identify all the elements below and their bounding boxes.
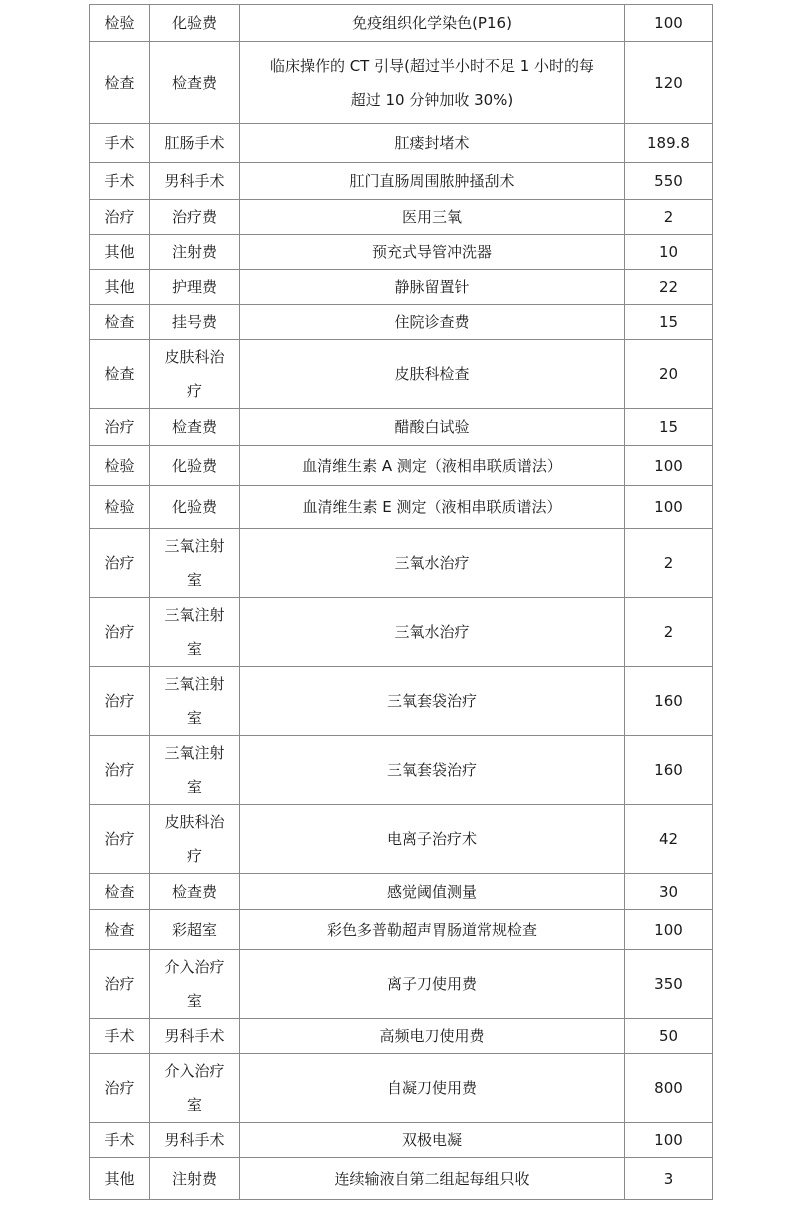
category-cell: 治疗 bbox=[90, 529, 150, 598]
price-cell: 350 bbox=[625, 950, 713, 1019]
category-cell: 手术 bbox=[90, 124, 150, 163]
table-row bbox=[90, 340, 713, 409]
item-cell: 双极电凝 bbox=[240, 1123, 625, 1158]
price-cell: 2 bbox=[625, 200, 713, 235]
item-cell: 三氧套袋治疗 bbox=[240, 667, 625, 736]
department-cell bbox=[150, 805, 240, 874]
category-cell: 检查 bbox=[90, 874, 150, 910]
department-line: 疗 bbox=[186, 382, 202, 400]
department-cell: 肛肠手术 bbox=[150, 124, 240, 163]
department-cell: 男科手术 bbox=[150, 163, 240, 200]
department-line: 三氧注射 bbox=[164, 744, 225, 762]
table-row bbox=[90, 805, 713, 874]
department-cell bbox=[150, 950, 240, 1019]
table-row bbox=[90, 736, 713, 805]
department-cell: 注射费 bbox=[150, 1158, 240, 1200]
item-cell: 自凝刀使用费 bbox=[240, 1054, 625, 1123]
price-cell: 50 bbox=[625, 1019, 713, 1054]
department-cell: 治疗费 bbox=[150, 200, 240, 235]
item-cell: 预充式导管冲洗器 bbox=[240, 235, 625, 270]
item-cell: 免疫组织化学染色(P16) bbox=[240, 5, 625, 42]
item-cell: 医用三氧 bbox=[240, 200, 625, 235]
category-cell: 治疗 bbox=[90, 950, 150, 1019]
department-cell bbox=[150, 667, 240, 736]
price-cell: 15 bbox=[625, 305, 713, 340]
table-row bbox=[90, 42, 713, 124]
table-row bbox=[90, 598, 713, 667]
table-row bbox=[90, 910, 713, 950]
table-row bbox=[90, 950, 713, 1019]
department-cell: 注射费 bbox=[150, 235, 240, 270]
department-line: 皮肤科治 bbox=[164, 348, 225, 366]
item-cell: 连续输液自第二组起每组只收 bbox=[240, 1158, 625, 1200]
department-cell bbox=[150, 736, 240, 805]
department-cell bbox=[150, 598, 240, 667]
category-cell: 检验 bbox=[90, 5, 150, 42]
department-line: 室 bbox=[186, 992, 202, 1010]
table-row bbox=[90, 529, 713, 598]
table-row bbox=[90, 486, 713, 529]
category-cell: 治疗 bbox=[90, 667, 150, 736]
item-cell: 三氧水治疗 bbox=[240, 598, 625, 667]
table-row bbox=[90, 667, 713, 736]
category-cell: 检验 bbox=[90, 446, 150, 486]
item-cell: 彩色多普勒超声胃肠道常规检查 bbox=[240, 910, 625, 950]
price-cell: 42 bbox=[625, 805, 713, 874]
price-cell: 160 bbox=[625, 667, 713, 736]
category-cell: 其他 bbox=[90, 235, 150, 270]
department-line: 室 bbox=[186, 778, 202, 796]
department-cell: 男科手术 bbox=[150, 1123, 240, 1158]
department-line: 三氧注射 bbox=[164, 675, 225, 693]
department-cell: 彩超室 bbox=[150, 910, 240, 950]
price-cell: 15 bbox=[625, 409, 713, 446]
price-cell: 20 bbox=[625, 340, 713, 409]
price-cell: 22 bbox=[625, 270, 713, 305]
department-cell: 化验费 bbox=[150, 5, 240, 42]
table-row bbox=[90, 1123, 713, 1158]
category-cell: 检查 bbox=[90, 305, 150, 340]
category-cell: 治疗 bbox=[90, 598, 150, 667]
price-cell: 30 bbox=[625, 874, 713, 910]
category-cell: 治疗 bbox=[90, 409, 150, 446]
department-line: 皮肤科治 bbox=[164, 813, 225, 831]
department-cell: 检查费 bbox=[150, 409, 240, 446]
department-line: 疗 bbox=[186, 847, 202, 865]
category-cell: 治疗 bbox=[90, 1054, 150, 1123]
department-line: 室 bbox=[186, 571, 202, 589]
category-cell: 治疗 bbox=[90, 736, 150, 805]
price-cell: 550 bbox=[625, 163, 713, 200]
item-cell: 感觉阈值测量 bbox=[240, 874, 625, 910]
category-cell: 治疗 bbox=[90, 805, 150, 874]
department-cell bbox=[150, 1054, 240, 1123]
price-cell: 2 bbox=[625, 529, 713, 598]
category-cell: 手术 bbox=[90, 163, 150, 200]
price-cell: 100 bbox=[625, 910, 713, 950]
item-cell: 三氧水治疗 bbox=[240, 529, 625, 598]
department-cell: 男科手术 bbox=[150, 1019, 240, 1054]
category-cell: 检验 bbox=[90, 486, 150, 529]
item-cell: 静脉留置针 bbox=[240, 270, 625, 305]
item-line: 超过 10 分钟加收 30%) bbox=[350, 90, 514, 109]
department-cell bbox=[150, 340, 240, 409]
item-cell: 三氧套袋治疗 bbox=[240, 736, 625, 805]
fee-table bbox=[89, 4, 713, 1200]
table-row bbox=[90, 270, 713, 305]
category-cell: 其他 bbox=[90, 1158, 150, 1200]
price-cell: 10 bbox=[625, 235, 713, 270]
department-cell bbox=[150, 529, 240, 598]
price-cell: 189.8 bbox=[625, 124, 713, 163]
price-cell: 160 bbox=[625, 736, 713, 805]
category-cell: 治疗 bbox=[90, 200, 150, 235]
department-cell: 检查费 bbox=[150, 874, 240, 910]
item-cell: 离子刀使用费 bbox=[240, 950, 625, 1019]
table-row bbox=[90, 1158, 713, 1200]
price-cell: 100 bbox=[625, 5, 713, 42]
item-line: 临床操作的 CT 引导(超过半小时不足 1 小时的每 bbox=[269, 56, 595, 75]
category-cell: 手术 bbox=[90, 1019, 150, 1054]
price-cell: 100 bbox=[625, 1123, 713, 1158]
category-cell: 检查 bbox=[90, 42, 150, 124]
category-cell: 其他 bbox=[90, 270, 150, 305]
item-cell: 皮肤科检查 bbox=[240, 340, 625, 409]
table-row bbox=[90, 200, 713, 235]
fee-table-body bbox=[90, 5, 713, 1200]
item-cell: 醋酸白试验 bbox=[240, 409, 625, 446]
table-row bbox=[90, 305, 713, 340]
table-row bbox=[90, 5, 713, 42]
category-cell: 手术 bbox=[90, 1123, 150, 1158]
department-line: 室 bbox=[186, 640, 202, 658]
department-cell: 化验费 bbox=[150, 446, 240, 486]
category-cell: 检查 bbox=[90, 910, 150, 950]
item-cell: 住院诊查费 bbox=[240, 305, 625, 340]
department-line: 室 bbox=[186, 709, 202, 727]
item-cell: 血清维生素 E 测定（液相串联质谱法） bbox=[240, 486, 625, 529]
price-cell: 800 bbox=[625, 1054, 713, 1123]
department-cell: 化验费 bbox=[150, 486, 240, 529]
price-cell: 100 bbox=[625, 486, 713, 529]
item-cell: 肛门直肠周围脓肿搔刮术 bbox=[240, 163, 625, 200]
item-cell: 高频电刀使用费 bbox=[240, 1019, 625, 1054]
item-cell: 电离子治疗术 bbox=[240, 805, 625, 874]
department-line: 三氧注射 bbox=[164, 606, 225, 624]
item-cell: 肛瘘封堵术 bbox=[240, 124, 625, 163]
table-row bbox=[90, 1019, 713, 1054]
price-cell: 120 bbox=[625, 42, 713, 124]
department-line: 室 bbox=[186, 1096, 202, 1114]
table-row bbox=[90, 1054, 713, 1123]
table-row bbox=[90, 124, 713, 163]
table-row bbox=[90, 163, 713, 200]
department-cell: 检查费 bbox=[150, 42, 240, 124]
department-cell: 护理费 bbox=[150, 270, 240, 305]
table-row bbox=[90, 874, 713, 910]
table-row bbox=[90, 235, 713, 270]
price-cell: 2 bbox=[625, 598, 713, 667]
department-line: 三氧注射 bbox=[164, 537, 225, 555]
department-line: 介入治疗 bbox=[164, 958, 225, 976]
item-cell: 血清维生素 A 测定（液相串联质谱法） bbox=[240, 446, 625, 486]
price-cell: 3 bbox=[625, 1158, 713, 1200]
department-cell: 挂号费 bbox=[150, 305, 240, 340]
price-cell: 100 bbox=[625, 446, 713, 486]
table-row bbox=[90, 409, 713, 446]
table-row bbox=[90, 446, 713, 486]
category-cell: 检查 bbox=[90, 340, 150, 409]
item-cell bbox=[240, 42, 625, 124]
department-line: 介入治疗 bbox=[164, 1062, 225, 1080]
